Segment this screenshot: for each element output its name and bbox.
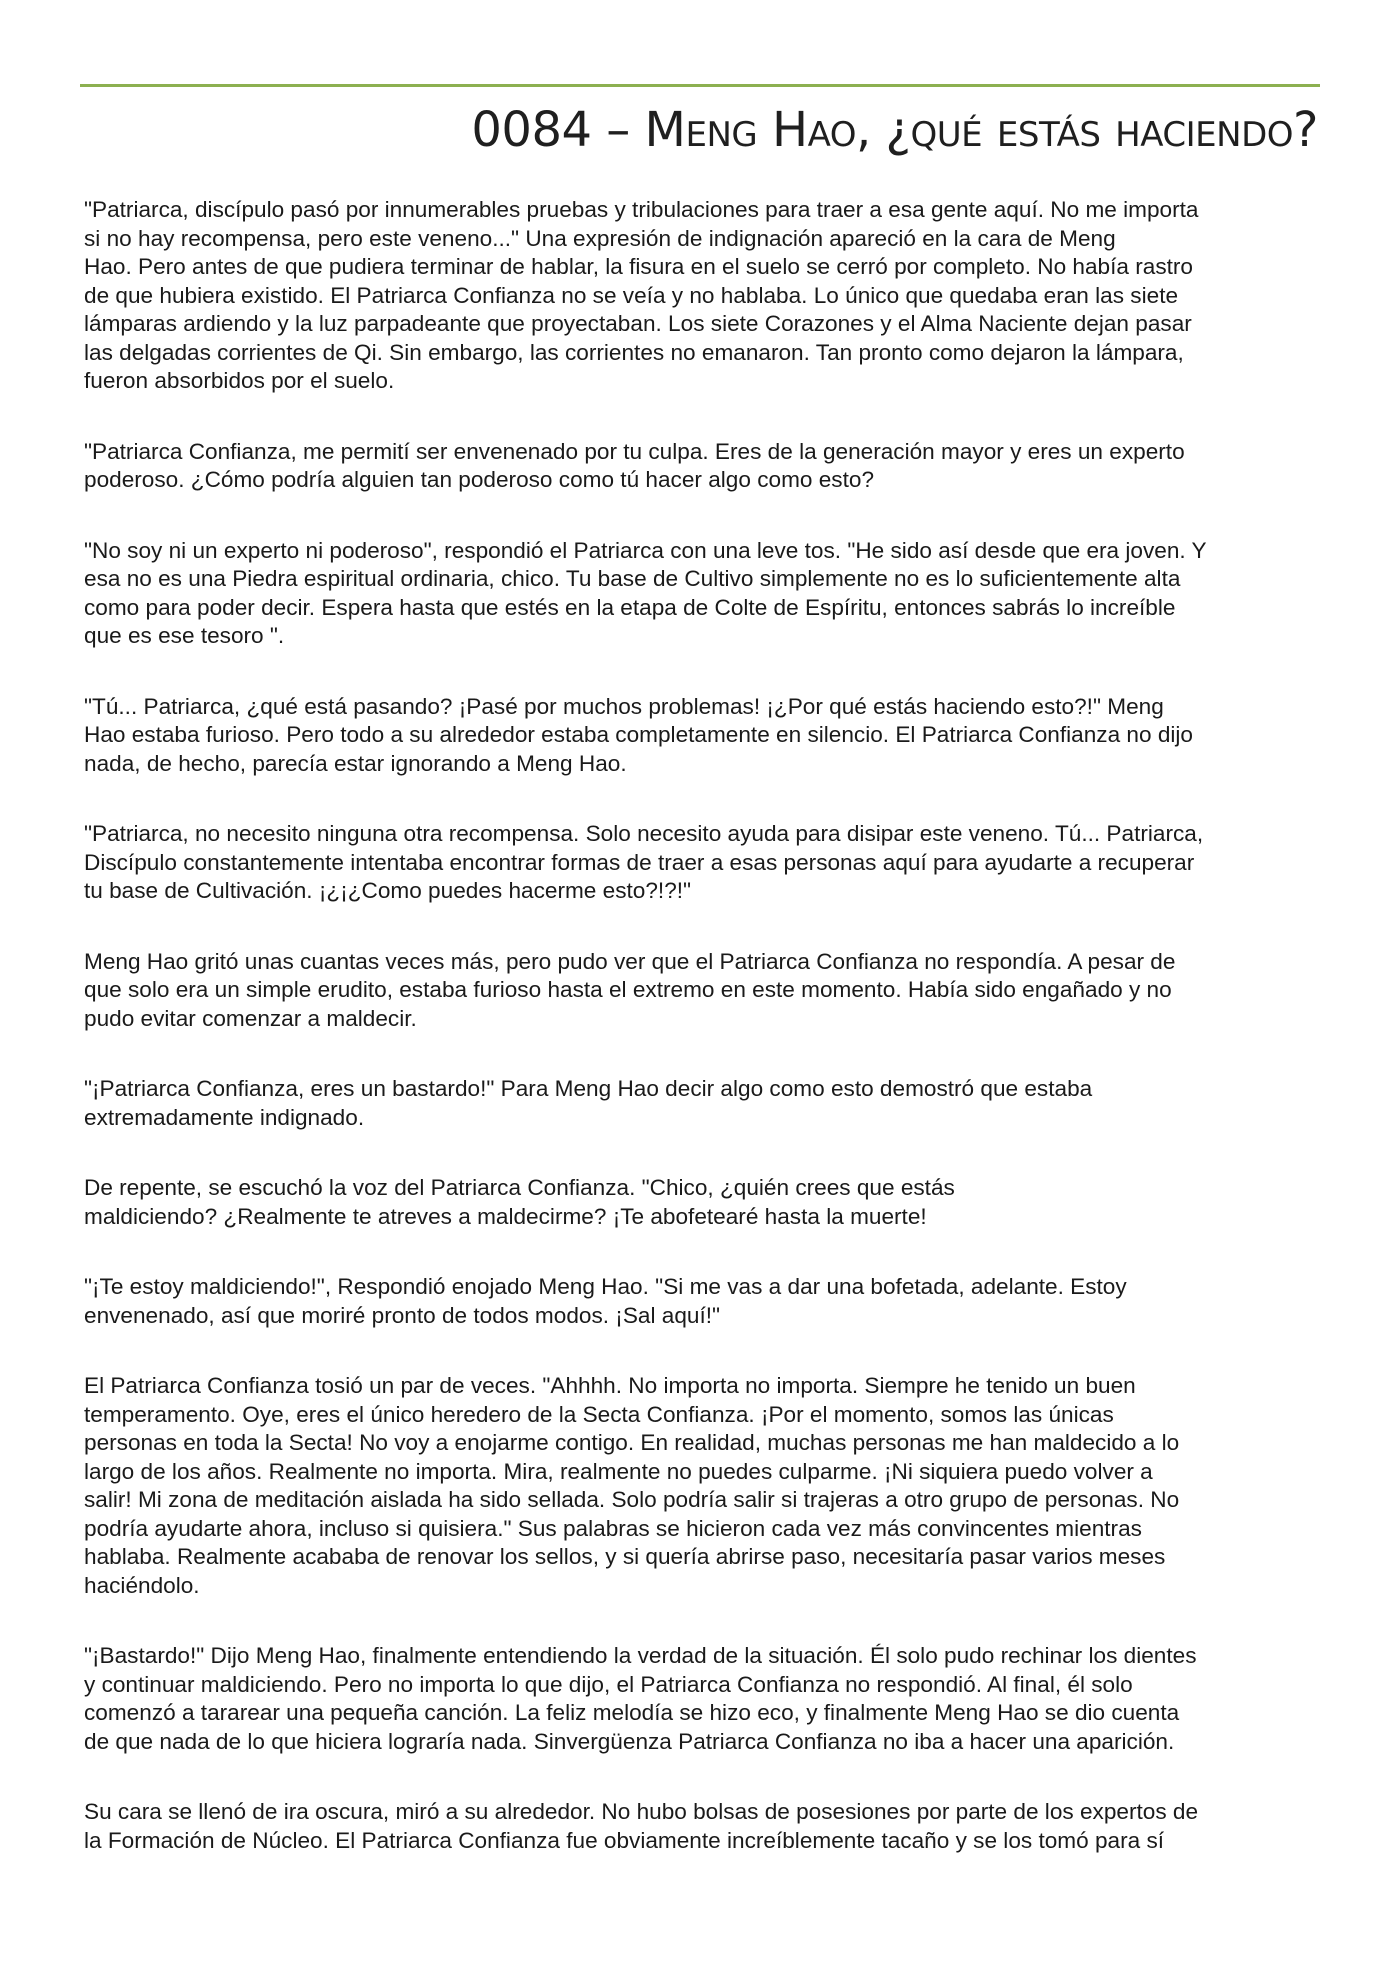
chapter-title [471,98,1318,162]
paragraph: "Patriarca, discípulo pasó por innumerables pruebas y tribulaciones para traer a esa gente aquí. No me importa si no hay recompensa, pero este veneno..." Una expresión de indignación apareció en la cara de Meng Hao. Pero antes de que pudiera terminar de hablar, la fisura en el suelo se cerró por completo. No había rastro de que hubiera existido. El Patriarca Confianza no se veía y no hablaba. Lo único que quedaba eran las siete lámparas ardiendo y la luz parpadeante que proyectaban. Los siete Corazones y el Alma Naciente dejan pasar las delgadas corrientes de Qi. Sin embargo, las corrientes no emanaron. Tan pronto como dejaron la lámpara, fueron absorbidos por el suelo. [84,197,1199,393]
paragraph: Su cara se llenó de ira oscura, miró a su alrededor. No hubo bolsas de posesiones por parte de los expertos de la Formación de Núcleo. El Patriarca Confianza fue obviamente increíblemente tacaño y se los tomó para sí [84,1799,1199,1853]
paragraph: De repente, se escuchó la voz del Patriarca Confianza. "Chico, ¿quién crees que estás maldiciendo? ¿Realmente te atreves a maldecirme? ¡Te abofetearé hasta la muerte! [84,1175,955,1229]
paragraph: "¡Patriarca Confianza, eres un bastardo!" Para Meng Hao decir algo como esto demostró que estaba extremadamente indignado. [84,1076,1093,1130]
header-rule [80,84,1320,87]
paragraph: "¡Bastardo!" Dijo Meng Hao, finalmente entendiendo la verdad de la situación. Él solo pudo rechinar los dientes y continuar maldiciendo. Pero no importa lo que dijo, el Patriarca Confianza no respondió. Al final, él solo comenzó a tararear una pequeña canción. La feliz melodía se hizo eco, y finalmente Meng Hao se dio cuenta de que nada de lo que hiciera lograría nada. Sinvergüenza Patriarca Confianza no iba a hacer una aparición. [84,1643,1197,1754]
chapter-number: 0084 – [471,102,645,158]
paragraph: "Patriarca Confianza, me permití ser envenenado por tu culpa. Eres de la generación mayor y eres un experto poderoso. ¿Cómo podría alguien tan poderoso como tú hacer algo como esto? [84,438,1185,492]
chapter-body [84,196,1320,1897]
paragraph: "Patriarca, no necesito ninguna otra recompensa. Solo necesito ayuda para disipar este veneno. Tú... Patriarca, Discípulo constantemente intentaba encontrar formas de traer a esas personas aquí para ayudarte a recuperar tu base de Cultivación. ¡¿¡¿Como puedes hacerme esto?!?!" [84,821,1204,903]
chapter-name: Meng Hao, ¿qué estás haciendo? [644,102,1318,158]
paragraph: Meng Hao gritó unas cuantas veces más, pero pudo ver que el Patriarca Confianza no respondía. A pesar de que solo era un simple erudito, estaba furioso hasta el extremo en este momento. Había sido engañado y no pudo evitar comenzar a maldecir. [84,948,1176,1031]
paragraph: El Patriarca Confianza tosió un par de veces. "Ahhhh. No importa no importa. Siempre he tenido un buen temperamento. Oye, eres el único heredero de la Secta Confianza. ¡Por el momento, somos las únicas personas en toda la Secta! No voy a enojarme contigo. En realidad, muchas personas me han maldecido a lo largo de los años. Realmente no importa. Mira, realmente no puedes culparme. ¡Ni siquiera puedo volver a salir! Mi zona de meditación aislada ha sido sellada. Solo podría salir si trajeras a otro grupo de personas. No podría ayudarte ahora, incluso si quisiera." Sus palabras se hicieron cada vez más convincentes mientras hablaba. Realmente acababa de renovar los sellos, y si quería abrirse paso, necesitaría pasar varios meses haciéndolo. [84,1373,1180,1598]
paragraph: "Tú... Patriarca, ¿qué está pasando? ¡Pasé por muchos problemas! ¡¿Por qué estás haciendo esto?!" Meng Hao estaba furioso. Pero todo a su alrededor estaba completamente en silencio. El Patriarca Confianza no dijo nada, de hecho, parecía estar ignorando a Meng Hao. [84,693,1194,776]
paragraph: "No soy ni un experto ni poderoso", respondió el Patriarca con una leve tos. "He sido así desde que era joven. Y esa no es una Piedra espiritual ordinaria, chico. Tu base de Cultivo simplemente no es lo suficientemente alta como para poder decir. Espera hasta que estés en la etapa de Colte de Espíritu, entonces sabrás lo increíble que es ese tesoro ". [84,537,1207,648]
paragraph: "¡Te estoy maldiciendo!", Respondió enojado Meng Hao. "Si me vas a dar una bofetada, adelante. Estoy envenenado, así que moriré pronto de todos modos. ¡Sal aquí!" [84,1274,1127,1328]
